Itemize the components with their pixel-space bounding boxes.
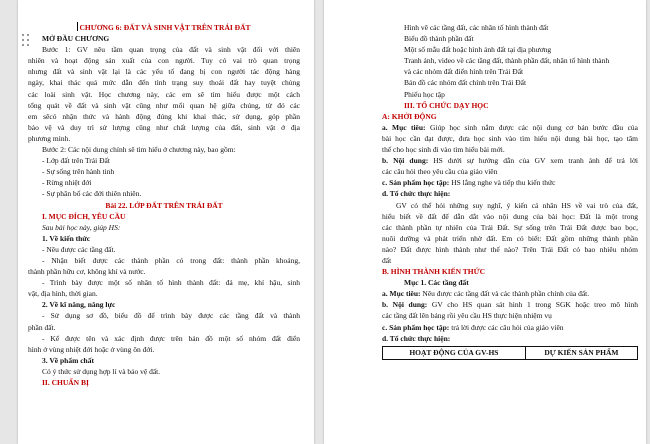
right-text-line [382,177,638,188]
table-header-cell: HOẠT ĐỘNG CỦA GV-HS [383,346,526,359]
left-text-line: - Sử dụng sơ đồ, biểu đồ để trình bày được các tầng đất và thành [42,311,300,321]
line-rest: trả lời được các câu hỏi của giáo viên [449,322,564,332]
label-prefix: c. Sản phẩm học tập: [382,322,450,332]
right-text-line: Một số mẫu đất hoặc hình ảnh đất tại địa phương [404,45,552,55]
left-text-line: - Trình bày được một số nhân tố hình thành đất: đá mẹ, khí hậu, sinh [42,278,300,288]
right-text-line: Mục 1. Các tầng đất [404,278,469,288]
left-text-line: nhưng đất và sinh vật lại là các yếu tố đang bị con người tác động hàng [28,67,300,77]
left-text-line: - Sự sống trên hành tinh [42,167,115,177]
right-text-line: các câu hỏi theo yêu cầu của giáo viên [382,167,498,177]
left-text-line: - Rừng nhiệt đới [42,178,92,188]
left-text-line: em sẽcó nhận thức và hành động đúng khi khai thác, sử dụng, góp phần [28,111,300,121]
left-text-line: I. MỤC ĐÍCH, YÊU CẦU [42,211,126,221]
label-prefix: b. Nội dung: [382,300,428,310]
right-text-line: thế cho học sinh đi vào tìm hiểu bài mới. [382,145,505,155]
right-text-line: hiểu biết về đất để dẫn dắt vào nội dung của bài học: Đất là một trong [382,211,638,221]
right-text-line: III. TỔ CHỨC DẠY HỌC [404,100,489,110]
right-text-line: d. Tổ chức thực hiện: [382,189,451,199]
right-text-line [382,322,638,333]
left-text-line: MỞ ĐẦU CHƯƠNG [42,34,110,44]
right-text-line: các tầng đất lên bảng rồi yêu cầu HS thực hiện nhiệm vụ [382,311,552,321]
left-text-line: Sau bài học này, giúp HS: [42,222,121,232]
right-text-line: bài học cần đạt được, đưa học sinh vào tìm hiểu nội dung bài học, tạo tâm [382,133,638,143]
right-text-line: d. Tổ chức thực hiện: [382,333,451,343]
right-text-line: Tranh ảnh, video về các tầng đất, thành phần đất, nhân tố hình thành [404,56,610,66]
right-text-line: đất [382,255,392,265]
right-text-line: GV có thể hỏi những suy nghĩ, ý kiến cá nhân HS về vai trò của đất, [396,200,638,210]
right-text-line [382,288,638,299]
table-header-cell: DỰ KIẾN SẢN PHẨM [525,346,637,359]
right-text-line [382,122,638,133]
right-text-line [382,155,638,166]
right-text-line: Bản đồ các nhóm đất chính trên Trái Đất [404,78,527,88]
right-page-text [382,22,638,360]
left-text-line: Bước 1: GV nêu tầm quan trọng của đất và sinh vật đối với thiên [42,45,300,55]
document-page-right[interactable] [324,0,646,444]
left-text-line: Có ý thức sử dụng hợp lí và bảo vệ đất. [42,366,161,376]
right-text-line: Phiếu học tập [404,89,445,99]
right-text-line: và các nhóm đất điển hình trên Trái Đất [404,67,524,77]
label-prefix: a. Mục tiêu: [382,289,421,299]
left-text-line: Bước 2: Các nội dung chính sẽ tìm hiểu ở chương này, bao gồm: [42,145,236,155]
right-text-line: Biểu đồ thành phần đất [404,34,474,44]
left-text-line: - Kể được tên và xác định được trên bản đồ một số nhóm đất điển [42,333,300,343]
right-text-line [382,299,638,310]
left-text-line: CHƯƠNG 6: ĐẤT VÀ SINH VẬT TRÊN TRÁI ĐẤT [79,23,251,32]
left-text-line: bảo vệ và duy trì sử lượng cũng như chất lượng của đất, sinh vật ở địa [28,122,300,132]
left-text-line: - Sự phân bố các đới thiên nhiên. [42,189,142,199]
activity-table [382,346,638,360]
right-text-line: nuôi dưỡng và phát triển nhờ đất. Em có biết: Đất gồm những thành phần [382,233,638,243]
text-cursor-icon [77,22,78,31]
document-page-left[interactable] [18,0,314,444]
line-rest: GV cho HS quan sát hình 1 trong SGK hoặc treo mô hình [427,300,638,310]
left-text-line: hình ở vùng nhiệt đới hoặc ở vùng ôn đới. [28,344,155,354]
label-prefix: c. Sản phẩm học tập: [382,178,450,188]
right-text-line: các thành phần tự nhiên của Trái Đất. Sự sống trên Trái Đất được bao bọc, [382,222,638,232]
left-text-line: ngày, khai thác quá mức dẫn đến tình trạng suy thoái đất hay tuyệt chủng [28,78,300,88]
left-text-line: - Nhận biết được các thành phần có trong đất: thành phần khoáng, [42,255,300,265]
right-text-line: Hình vẽ các tầng đất, các nhân tố hình thành đất [404,23,549,32]
line-rest: Nêu được các tầng đất và các thành phần chính của đất. [420,289,590,299]
left-text-line: tổng quát về đất và sinh vật cũng như mối quan hệ giữa chúng, từ đó các [28,100,300,110]
left-text-line: vật, địa hình, thời gian. [28,289,98,299]
left-text-line: các loài sinh vật. Học chương này, các em sẽ tìm hiểu được một cách [28,89,300,99]
left-text-line: 3. Về phẩm chất [42,355,94,365]
left-text-line: - Lớp đất trên Trái Đất [42,156,110,166]
right-text-line: B. HÌNH THÀNH KIẾN THỨC [382,267,486,277]
left-text-line: nhiên và hoạt động sản xuất của con người. Tuy có vai trò quan trọng [28,56,300,66]
left-text-line: Bài 22. LỚP ĐẤT TRÊN TRÁI ĐẤT [105,200,223,210]
left-text-line: phần đất. [28,322,56,332]
left-text-line: 1. Về kiến thức [42,233,91,243]
right-text-line: nào? Đất được hình thành như thế nào? Trên Trái Đất có bao nhiêu nhóm [382,244,638,254]
left-page-text [28,22,300,388]
left-text-line: 2. Về kĩ năng, năng lực [42,300,116,310]
left-text-line: thành phần hữu cơ, không khí và nước. [28,267,146,277]
label-prefix: b. Nội dung: [382,156,429,166]
line-rest: Giúp học sinh nắm được các nội dung cơ bản bước đầu của [425,122,638,132]
line-rest: HS lắng nghe và tiếp thu kiến thức [449,178,556,188]
label-prefix: a. Mục tiêu: [382,122,426,132]
line-rest: HS dưới sự hướng dẫn của GV xem tranh ảnh để trả lời [428,156,638,166]
left-text-line: phương mình. [28,133,71,143]
left-text-line: - Nêu được các tầng đất. [42,244,116,254]
right-text-line: A: KHỞI ĐỘNG [382,111,437,121]
left-text-line: II. CHUẨN BỊ [42,378,89,387]
table-header-row [383,346,638,359]
